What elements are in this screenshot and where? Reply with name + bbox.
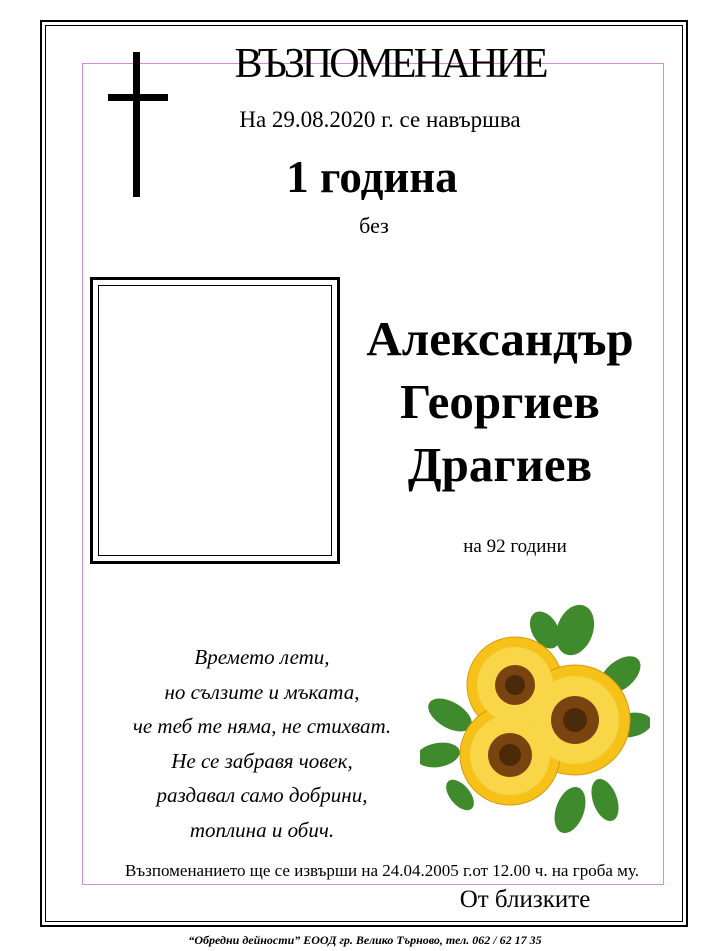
without-label: без (359, 213, 389, 238)
company-footer: “Обредни дейности” ЕООД гр. Велико Търново, тел. 062 / 62 17 35 (188, 933, 542, 947)
years-text: 1 година (286, 152, 458, 202)
notice-heading: ВЪЗПОМЕНАНИЕ (234, 41, 546, 87)
poem-line: че теб те няма, не стихват. (132, 714, 392, 738)
poem-line: но сълзите и мъката, (164, 679, 360, 704)
poem-line: раздавал само добрини, (156, 783, 368, 807)
poem-line: топлина и обич. (189, 817, 335, 842)
age-text: на 92 години (463, 536, 567, 557)
ceremony-text: Възпоменанието ще се извърши на 24.04.2005 г.от 12.00 ч. на гроба му. (125, 861, 639, 880)
poem (92, 640, 432, 847)
photo-placeholder (98, 285, 332, 556)
anniversary-line: На 29.08.2020 г. се навършва (239, 107, 521, 132)
from-relatives: От близките (459, 886, 591, 913)
poem-line: Не се забравя човек, (171, 748, 353, 773)
poem-line: Времето лети, (194, 645, 330, 669)
sunflower-bouquet-image (420, 605, 650, 845)
photo-frame (90, 277, 340, 564)
first-name: Александър (366, 311, 634, 366)
last-name: Драгиев (407, 437, 593, 492)
middle-name: Георгиев (400, 374, 600, 429)
